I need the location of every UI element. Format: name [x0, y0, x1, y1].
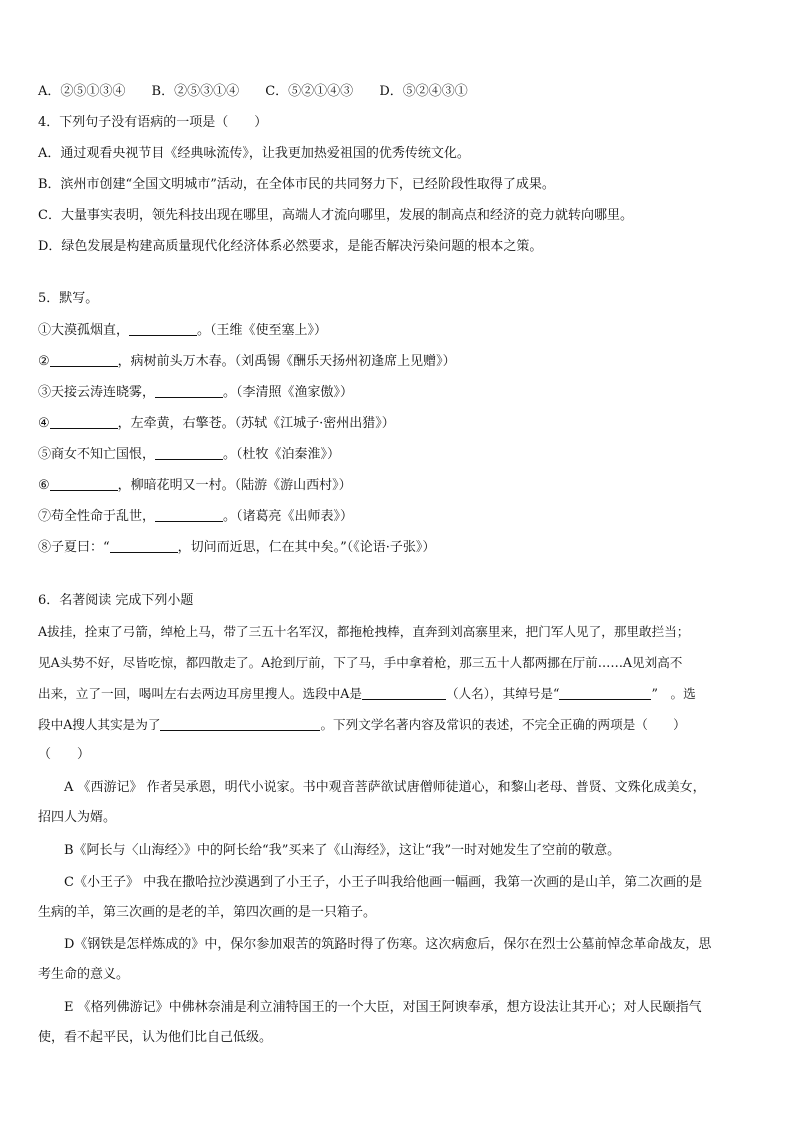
q5-line-4-b: ，左牵黄，右擎苍。（苏轼《江城子·密州出猎》）	[117, 416, 395, 431]
q5-line-7	[38, 508, 353, 526]
q6-option-a-2: 招四人为婿。	[38, 810, 117, 825]
q5-line-8-a: ⑧子夏曰：“	[38, 540, 110, 555]
q6-option-d-1: D《钢铁是怎样炼成的》中，保尔参加艰苦的筑路时得了伤寒。这次病愈后，保尔在烈士公墓前悼念革命战友，思	[64, 937, 712, 952]
q5-line-3	[38, 384, 353, 402]
q5-line-3-a: ③天接云涛连晓雾，	[38, 385, 156, 400]
answer-blank[interactable]	[362, 686, 446, 700]
q5-line-8-b: ，切问而近思，仁在其中矣。”（《论语·子张》）	[177, 540, 436, 555]
q6-option-b: B《阿长与〈山海经〉》中的阿长给“我”买来了《山海经》，这让“我”一时对她发生了空前的敬意。	[64, 843, 621, 858]
q6-passage-3a: 出来，立了一回，喝叫左右去两边耳房里搜人。选段中A是	[38, 686, 362, 701]
q6-option-d-2: 考生命的意义。	[38, 967, 130, 982]
q6-passage-4a: 段中A搜人其实是为了	[38, 717, 161, 732]
answer-blank[interactable]	[559, 686, 651, 700]
q5-line-1-b: 。（王维《使至塞上》）	[197, 323, 328, 338]
q5-line-6-b: ，柳暗花明又一村。（陆游《游山西村》）	[117, 478, 352, 493]
q4-option-c: C．大量事实表明，领先科技出现在哪里，高端人才流向哪里，发展的制高点和经济的竞力就转向哪里。	[38, 208, 633, 223]
q6-passage-line-4	[38, 716, 686, 734]
q5-line-1-a: ①大漠孤烟直，	[38, 323, 130, 338]
answer-blank[interactable]	[155, 508, 223, 522]
q5-line-2-a: ②	[38, 354, 50, 369]
q4-stem: 4．下列句子没有语病的一项是（ ）	[38, 115, 268, 130]
q5-line-7-a: ⑦苟全性命于乱世，	[38, 509, 156, 524]
q3-option-b: B．②⑤③①④	[151, 84, 240, 99]
answer-blank[interactable]	[160, 717, 320, 731]
answer-blank[interactable]	[50, 353, 118, 367]
q6-passage-line-2: 见A头势不好，尽皆吃惊，都四散走了。A抢到厅前，下了马，手中拿着枪，那三五十人都两挪在厅前……A见刘高不	[38, 655, 683, 670]
answer-blank[interactable]	[129, 322, 197, 336]
q6-passage-4b: 。下列文学名著内容及常识的表述，不完全正确的两项是（ ）	[320, 717, 686, 732]
q5-line-4	[38, 415, 395, 433]
q6-option-a-1: A 《西游记》 作者吴承恩，明代小说家。书中观音菩萨欲试唐僧师徒道心，和黎山老母、普贤、文殊化成美女，	[64, 780, 706, 795]
q5-line-5-b: 。（杜牧《泊秦淮》）	[223, 447, 341, 462]
q6-passage-3b: （人名），其绰号是“	[445, 686, 560, 701]
q5-line-2-b: ，病树前头万木春。（刘禹锡《酬乐天扬州初逢席上见赠》）	[117, 354, 456, 369]
q6-passage-line-1: A拔挂，拴束了弓箭，绰枪上马，带了三五十名军汉，都拖枪拽棒，直奔到刘高寨里来，把门军人见了，那里敢拦当；	[38, 624, 690, 639]
q3-options	[38, 83, 490, 101]
q6-option-e-2: 使，看不起平民，认为他们比自己低级。	[38, 1030, 273, 1045]
q6-answer-paren: （ ）	[38, 747, 91, 762]
q6-option-c-2: 生病的羊，第三次画的是老的羊，第四次画的是一只箱子。	[38, 905, 377, 920]
q6-passage-line-3	[38, 685, 696, 703]
q5-line-6-a: ⑥	[38, 478, 50, 493]
q5-line-1	[38, 322, 327, 340]
answer-blank[interactable]	[50, 477, 118, 491]
q5-title: 5．默写。	[38, 291, 99, 306]
q3-option-a: A．②⑤①③④	[38, 84, 126, 99]
q5-line-7-b: 。（诸葛亮《出师表》）	[223, 509, 354, 524]
answer-blank[interactable]	[50, 415, 118, 429]
q5-line-2	[38, 353, 456, 371]
q4-option-a: A．通过观看央视节目《经典咏流传》，让我更加热爱祖国的优秀传统文化。	[38, 146, 470, 161]
answer-blank[interactable]	[155, 446, 223, 460]
q6-title: 6．名著阅读 完成下列小题	[38, 593, 194, 608]
answer-blank[interactable]	[155, 384, 223, 398]
q6-passage-3c: ” 。选	[651, 686, 696, 701]
q5-line-8	[38, 539, 435, 557]
q3-option-c: C．⑤②①④③	[265, 84, 354, 99]
q5-line-6	[38, 477, 352, 495]
q5-line-4-a: ④	[38, 416, 50, 431]
answer-blank[interactable]	[110, 539, 178, 553]
q6-option-c-1: C《小王子》 中我在撒哈拉沙漠遇到了小王子，小王子叫我给他画一幅画，我第一次画的是山羊，第二次画的是	[64, 875, 703, 890]
q5-line-3-b: 。（李清照《渔家傲》）	[223, 385, 354, 400]
q6-option-e-1: E 《格列佛游记》中佛林奈浦是利立浦特国王的一个大臣，对国王阿谀奉承，想方设法让其开心；对人民颐指气	[64, 1000, 702, 1015]
q3-option-d: D．⑤②④③①	[379, 84, 468, 99]
q4-option-b: B．滨州市创建“全国文明城市”活动，在全体市民的共同努力下，已经阶段性取得了成果。	[38, 177, 555, 192]
q5-line-5	[38, 446, 340, 464]
q4-option-d: D．绿色发展是构建高质量现代化经济体系必然要求，是能否解决污染问题的根本之策。	[38, 239, 543, 254]
q5-line-5-a: ⑤商女不知亡国恨，	[38, 447, 156, 462]
